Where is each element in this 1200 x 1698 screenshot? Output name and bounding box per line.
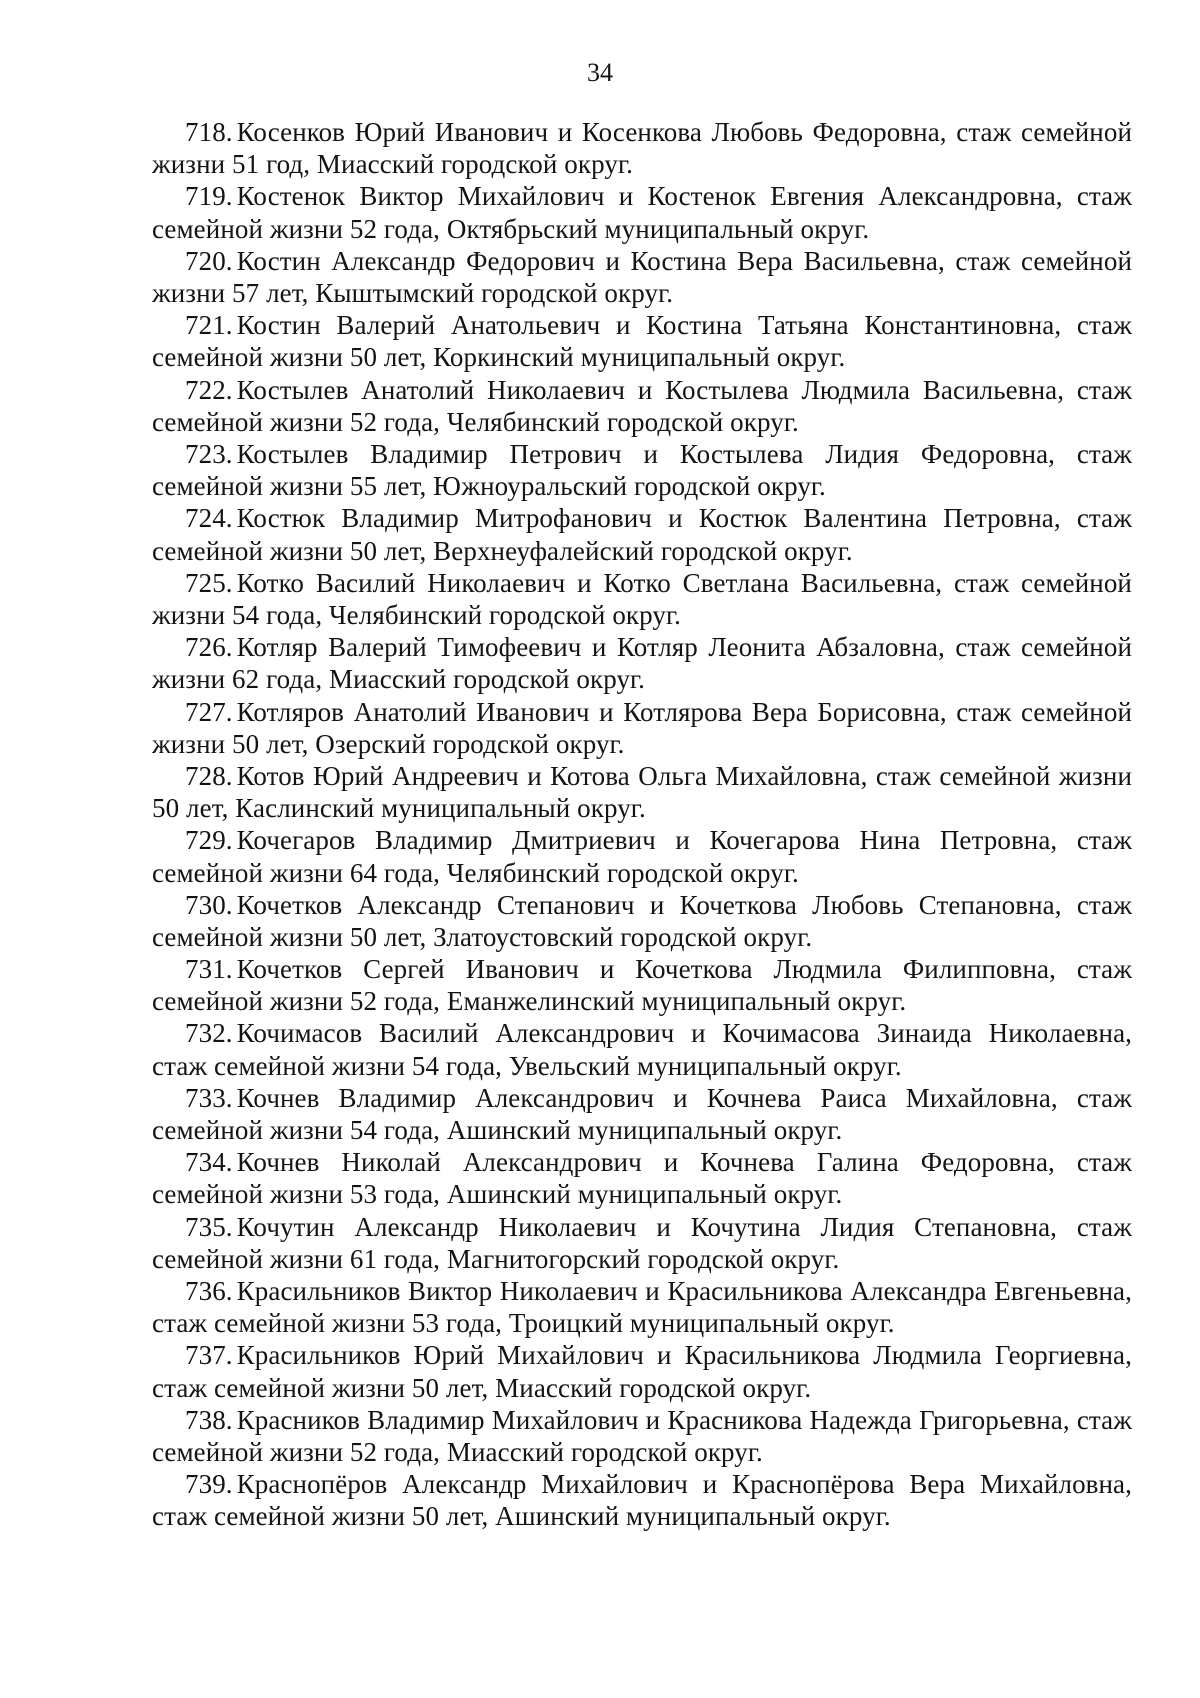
entry-text: Кочетков Александр Степанович и Кочеткова Любовь Степановна, стаж семейной жизни 50 лет, Златоустовский городской округ. (152, 889, 1132, 952)
entry-number: 724. (185, 503, 233, 534)
list-item (152, 1146, 1132, 1210)
entry-text: Косенков Юрий Иванович и Косенкова Любовь Федоровна, стаж семейной жизни 51 год, Миасский городской округ. (152, 117, 1132, 180)
entry-number: 721. (185, 310, 233, 341)
entry-list (152, 116, 1132, 1533)
entry-text: Кочетков Сергей Иванович и Кочеткова Людмила Филипповна, стаж семейной жизни 52 года, Еманжелинский муниципальный округ. (152, 954, 1132, 1017)
list-item (152, 309, 1132, 373)
entry-text: Кочнев Владимир Александрович и Кочнева Раиса Михайловна, стаж семейной жизни 54 года, Ашинский муниципальный округ. (152, 1082, 1132, 1146)
entry-number: 720. (185, 245, 233, 276)
entry-text: Кочнев Николай Александрович и Кочнева Галина Федоровна, стаж семейной жизни 53 года, Ашинский муниципальный округ. (152, 1147, 1132, 1210)
entry-text: Котов Юрий Андреевич и Котова Ольга Михайловна, стаж семейной жизни 50 лет, Каслинский муниципальный округ. (152, 760, 1132, 824)
entry-text: Костылев Владимир Петрович и Костылева Лидия Федоровна, стаж семейной жизни 55 лет, Южноуральский городской округ. (152, 438, 1132, 502)
entry-text: Костюк Владимир Митрофанович и Костюк Валентина Петровна, стаж семейной жизни 50 лет, Верхнеуфалейский городской округ. (152, 503, 1132, 566)
entry-number: 736. (185, 1276, 233, 1307)
entry-number: 718. (185, 117, 233, 147)
entry-number: 735. (185, 1211, 233, 1242)
list-item (152, 760, 1132, 824)
list-item (152, 245, 1132, 309)
entry-text: Костин Валерий Анатольевич и Костина Татьяна Константиновна, стаж семейной жизни 50 лет, Коркинский муниципальный округ. (152, 310, 1132, 373)
entry-text: Котляр Валерий Тимофеевич и Котляр Леонита Абзаловна, стаж семейной жизни 62 года, Миасский городской округ. (152, 632, 1132, 695)
list-item (152, 567, 1132, 631)
entry-text: Красников Владимир Михайлович и Красникова Надежда Григорьевна, стаж семейной жизни 52 года, Миасский городской округ. (152, 1404, 1132, 1468)
entry-number: 729. (185, 825, 233, 856)
entry-number: 723. (185, 438, 233, 469)
entry-number: 730. (185, 889, 233, 920)
list-item (152, 696, 1132, 760)
entry-number: 737. (185, 1340, 233, 1371)
entry-text: Костин Александр Федорович и Костина Вера Васильевна, стаж семейной жизни 57 лет, Кыштымский городской округ. (152, 245, 1132, 308)
entry-number: 732. (185, 1018, 233, 1049)
list-item (152, 1275, 1132, 1339)
entry-text: Красильников Юрий Михайлович и Красильникова Людмила Георгиевна, стаж семейной жизни 50 лет, Миасский городской округ. (152, 1340, 1132, 1403)
list-item (152, 1404, 1132, 1468)
entry-number: 733. (185, 1082, 233, 1113)
list-item (152, 824, 1132, 888)
list-item (152, 374, 1132, 438)
entry-text: Котляров Анатолий Иванович и Котлярова Вера Борисовна, стаж семейной жизни 50 лет, Озерский городской округ. (152, 696, 1132, 759)
entry-number: 722. (185, 374, 233, 405)
entry-number: 726. (185, 632, 233, 663)
entry-number: 725. (185, 567, 233, 598)
list-item (152, 1468, 1132, 1532)
list-item (152, 1082, 1132, 1146)
list-item (152, 502, 1132, 566)
entry-text: Кочутин Александр Николаевич и Кочутина Лидия Степановна, стаж семейной жизни 61 года, Магнитогорский городской округ. (152, 1211, 1132, 1274)
list-item (152, 180, 1132, 244)
entry-number: 738. (185, 1404, 233, 1435)
entry-text: Краснопёров Александр Михайлович и Краснопёрова Вера Михайловна, стаж семейной жизни 50 лет, Ашинский муниципальный округ. (152, 1469, 1132, 1532)
entry-text: Красильников Виктор Николаевич и Красильникова Александра Евгеньевна, стаж семейной жизни 53 года, Троицкий муниципальный округ. (152, 1276, 1132, 1339)
list-item (152, 1211, 1132, 1275)
list-item (152, 953, 1132, 1017)
list-item (152, 1017, 1132, 1081)
entry-number: 739. (185, 1469, 233, 1500)
entry-text: Костенок Виктор Михайлович и Костенок Евгения Александровна, стаж семейной жизни 52 года, Октябрьский муниципальный округ. (152, 181, 1132, 244)
entry-number: 731. (185, 954, 233, 985)
entry-text: Котко Василий Николаевич и Котко Светлана Васильевна, стаж семейной жизни 54 года, Челябинский городской округ. (152, 567, 1132, 630)
entry-number: 728. (185, 760, 233, 791)
list-item (152, 116, 1132, 180)
entry-text: Костылев Анатолий Николаевич и Костылева Людмила Васильевна, стаж семейной жизни 52 года, Челябинский городской округ. (152, 374, 1132, 437)
list-item (152, 631, 1132, 695)
list-item (152, 889, 1132, 953)
list-item (152, 438, 1132, 502)
list-item (152, 1339, 1132, 1403)
entry-number: 719. (185, 181, 233, 212)
entry-number: 734. (185, 1147, 233, 1178)
entry-text: Кочимасов Василий Александрович и Кочимасова Зинаида Николаевна, стаж семейной жизни 54 года, Увельский муниципальный округ. (152, 1018, 1132, 1081)
entry-number: 727. (185, 696, 233, 727)
entry-text: Кочегаров Владимир Дмитриевич и Кочегарова Нина Петровна, стаж семейной жизни 64 года, Челябинский городской округ. (152, 825, 1132, 888)
page-number: 34 (587, 58, 613, 87)
